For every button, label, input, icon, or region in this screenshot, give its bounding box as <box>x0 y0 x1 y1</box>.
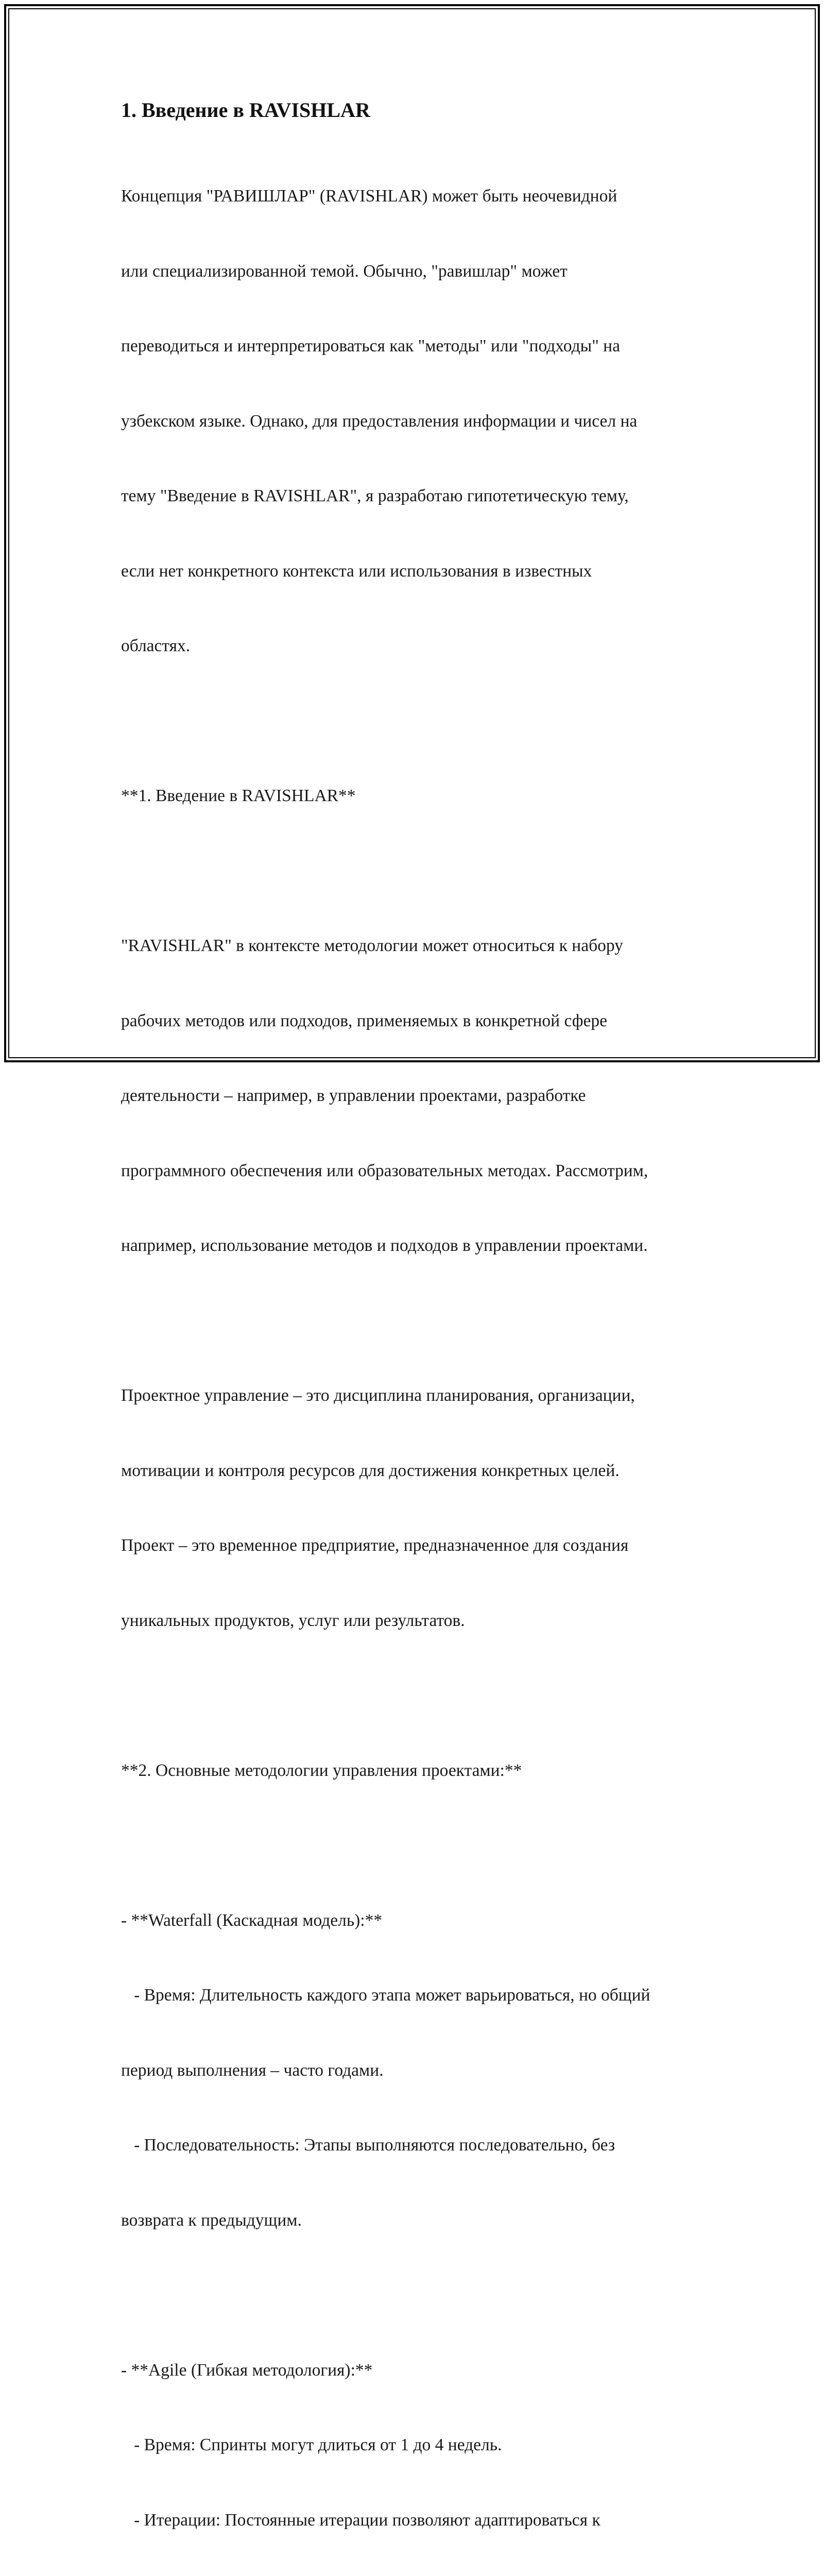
text-line: тему "Введение в RAVISHLAR", я разработаю гипотетическую тему, <box>121 484 713 509</box>
text-line: или специализированной темой. Обычно, "равишлар" может <box>121 259 713 284</box>
paragraph-gap <box>121 1683 713 1708</box>
text-line: деятельности – например, в управлении проектами, разработке <box>121 1083 713 1109</box>
paragraph-gap <box>121 1309 713 1334</box>
text-line: областях. <box>121 634 713 659</box>
text-line: - Время: Спринты могут длиться от 1 до 4 недель. <box>121 2433 713 2458</box>
text-line: возврата к предыдущим. <box>121 2208 713 2233</box>
text-line: - Итерации: Постоянные итерации позволяют адаптироваться к <box>121 2508 713 2533</box>
text-line: Проектное управление – это дисциплина планирования, организации, <box>121 1383 713 1409</box>
list-item-waterfall <box>121 1858 713 2283</box>
section-heading-2 <box>121 1708 713 1834</box>
text-line: период выполнения – часто годами. <box>121 2058 713 2083</box>
text-line: - **Agile (Гибкая методология):** <box>121 2358 713 2383</box>
text-line: Концепция "РАВИШЛАР" (RAVISHLAR) может быть неочевидной <box>121 184 713 209</box>
text-line: узбекском языке. Однако, для предоставления информации и чисел на <box>121 409 713 434</box>
text-line: программного обеспечения или образовательных методах. Рассмотрим, <box>121 1159 713 1184</box>
text-line: - **Waterfall (Каскадная модель):** <box>121 1908 713 1934</box>
text-line: Проект – это временное предприятие, предназначенное для создания <box>121 1533 713 1558</box>
paragraph-gap <box>121 1833 713 1858</box>
text-line: **2. Основные методологии управления проектами:** <box>121 1758 713 1784</box>
text-line: если нет конкретного контекста или использования в известных <box>121 559 713 584</box>
text-line: рабочих методов или подходов, применяемых в конкретной сфере <box>121 1009 713 1034</box>
paragraph-gap <box>121 2283 713 2308</box>
text-line: переводиться и интерпретироваться как "методы" или "подходы" на <box>121 334 713 359</box>
text-line: - Время: Длительность каждого этапа может варьироваться, но общий <box>121 1983 713 2008</box>
paragraph-ravishlar-definition <box>121 884 713 1309</box>
text-line: мотивации и контроля ресурсов для достижения конкретных целей. <box>121 1459 713 1484</box>
document-body <box>121 93 713 2576</box>
text-line: "RAVISHLAR" в контексте методологии может относиться к набору <box>121 934 713 959</box>
list-item-agile <box>121 2308 713 2576</box>
paragraph-gap <box>121 859 713 884</box>
text-line: **1. Введение в RAVISHLAR** <box>121 784 713 809</box>
text-line: - Последовательность: Этапы выполняются последовательно, без <box>121 2133 713 2158</box>
text-line: например, использование методов и подходов в управлении проектами. <box>121 1233 713 1259</box>
section-heading-1 <box>121 734 713 859</box>
document-title: 1. Введение в RAVISHLAR <box>121 98 713 123</box>
paragraph-project-management <box>121 1333 713 1683</box>
paragraph-gap <box>121 709 713 734</box>
text-line: уникальных продуктов, услуг или результатов. <box>121 1608 713 1634</box>
paragraph-intro <box>121 134 713 709</box>
